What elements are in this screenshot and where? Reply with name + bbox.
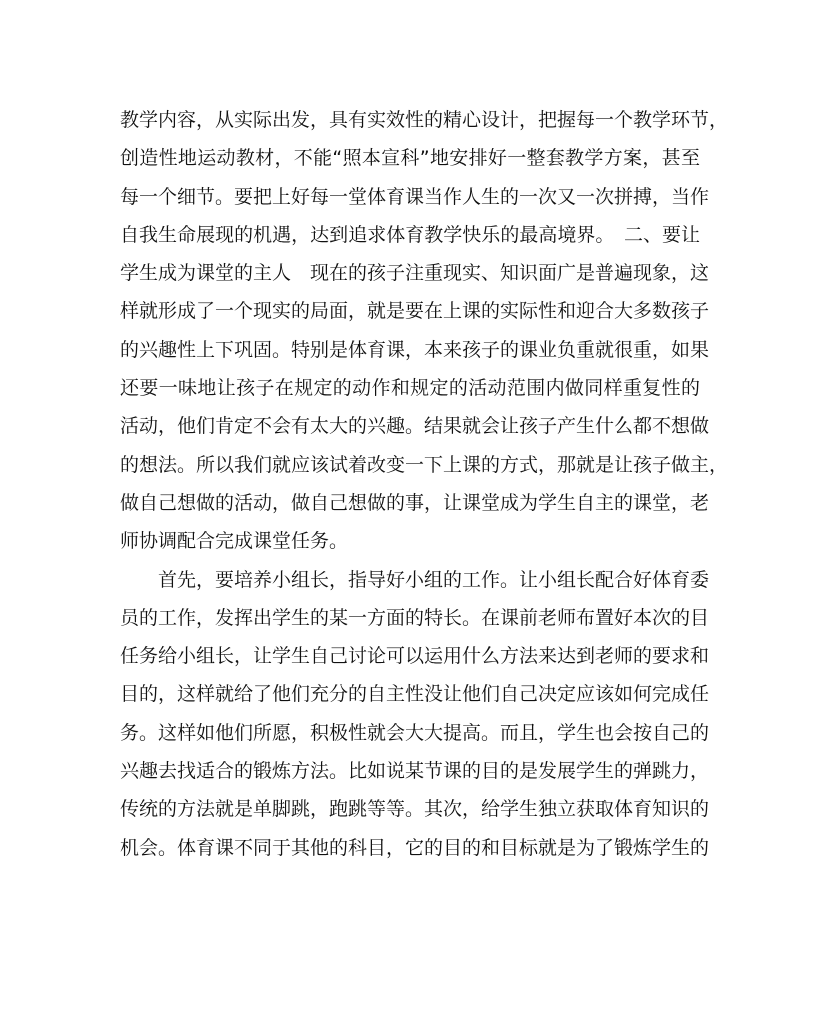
text-line: 的想法。所以我们就应该试着改变一下上课的方式，那就是让孩子做主，: [120, 453, 729, 476]
text-line: 创造性地运动教材，不能“照本宣科”地安排好一整套教学方案，甚至: [120, 147, 700, 170]
body-text: [120, 101, 729, 867]
text-line: 还要一味地让孩子在规定的动作和规定的活动范围内做同样重复性的: [120, 377, 700, 400]
text-line: 教学内容，从实际出发，具有实效性的精心设计，把握每一个教学环节，: [120, 109, 729, 131]
text-line: 务。这样如他们所愿，积极性就会大大提高。而且，学生也会按自己的: [120, 721, 710, 744]
paragraph-1: [120, 101, 729, 561]
text-line: 首先，要培养小组长，指导好小组的工作。让小组长配合好体育委: [158, 568, 710, 591]
text-line: 机会。体育课不同于其他的科目，它的目的和目标就是为了锻炼学生的: [120, 836, 710, 859]
text-line: 任务给小组长，让学生自己讨论可以运用什么方法来达到老师的要求和: [120, 645, 710, 668]
text-line: 传统的方法就是单脚跳，跑跳等等。其次，给学生独立获取体育知识的: [120, 798, 710, 821]
text-line: 做自己想做的活动，做自己想做的事，让课堂成为学生自主的课堂，老: [120, 491, 710, 514]
text-line: 的兴趣性上下巩固。特别是体育课，本来孩子的课业负重就很重，如果: [120, 338, 710, 361]
text-line: 学生成为课堂的主人 现在的孩子注重现实、知识面广是普遍现象，这: [120, 262, 710, 285]
text-line: 活动，他们肯定不会有太大的兴趣。结果就会让孩子产生什么都不想做: [120, 415, 710, 438]
text-line: 自我生命展现的机遇，达到追求体育教学快乐的最高境界。 二、要让: [120, 223, 700, 246]
text-line: 兴趣去找适合的锻炼方法。比如说某节课的目的是发展学生的弹跳力，: [120, 760, 710, 783]
paragraph-2: [120, 561, 710, 867]
text-line: 样就形成了一个现实的局面，就是要在上课的实际性和迎合大多数孩子: [120, 300, 710, 323]
text-line: 目的，这样就给了他们充分的自主性没让他们自己决定应该如何完成任: [120, 683, 710, 706]
text-line: 每一个细节。要把上好每一堂体育课当作人生的一次又一次拼搏，当作: [120, 185, 710, 208]
text-line: 员的工作，发挥出学生的某一方面的特长。在课前老师布置好本次的目: [120, 606, 710, 629]
text-line: 师协调配合完成课堂任务。: [120, 530, 349, 553]
